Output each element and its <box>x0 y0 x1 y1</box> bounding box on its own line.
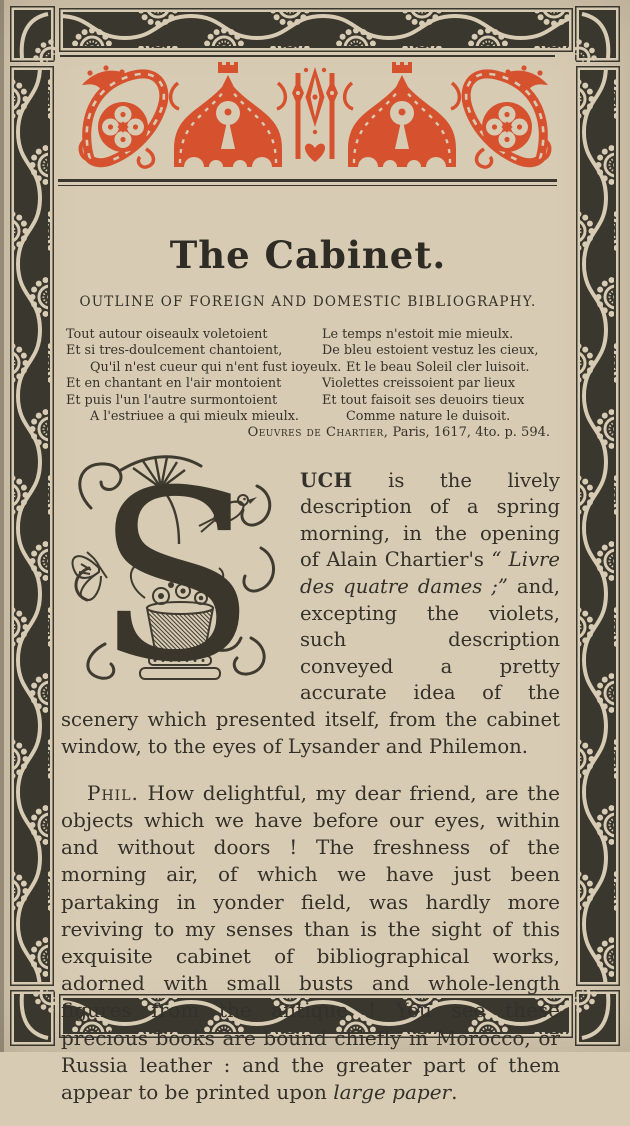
engraved-initial-S-icon <box>61 448 291 686</box>
attribution-work: Oeuvres de Chartier, <box>247 425 389 440</box>
verse-line: Comme nature le duisoit. <box>346 409 511 425</box>
page-edge-shadow <box>0 0 4 1052</box>
large-paper-italic: large paper <box>333 1079 452 1104</box>
verse-line: A l'estriuee a qui mieulx mieulx. <box>90 409 299 425</box>
headpiece-rule-thin <box>58 185 557 186</box>
paragraph-text: and, excepting the violets, such description conveyed a pretty accurate idea of the scenery which presented itself, from the cabinet window, to the eyes of Lysander and Philemon. <box>61 574 560 758</box>
border-corner-icon <box>575 990 620 1046</box>
attribution-detail: Paris, 1617, 4to. p. 594. <box>388 425 550 440</box>
paragraph-text: is the lively description of a spring morning, in the opening of Alain Chartier's <box>300 468 560 572</box>
verse-line: Qu'il n'est cueur qui n'ent fust ioyeulx. <box>90 359 342 375</box>
body-text-block <box>61 448 560 1126</box>
page-title: The Cabinet. <box>169 233 447 277</box>
speaker-label: Phil. <box>87 780 139 805</box>
verse-line: Violettes creissoient par lieux <box>322 376 516 392</box>
verse-line: Le temps n'estoit mie mieulx. <box>322 327 514 342</box>
headpiece-rule-thick <box>58 179 557 182</box>
paragraph-text: How delightful, my dear friend, are the objects which we have before our eyes, within and without doors ! The freshness of the morning air, of which we have just been partaking in yonder field, was hardly more reviving to my senses than is the sight of this exquisite cabinet of bibliographical works, adorned with small busts and whole-length figures from the antique ! You see these precious books are bound chiefly in Morocco, or Russia leather : and the greater part of them appear to be printed upon <box>61 780 560 1104</box>
gothic-tracery-headpiece-icon <box>76 62 554 174</box>
verse-line: Et le beau Soleil cler luisoit. <box>346 359 530 375</box>
border-corner-icon <box>10 6 55 62</box>
verse-column-left <box>66 327 342 425</box>
verse-line: Et si tres-doulcement chantoient, <box>66 343 283 359</box>
border-corner-icon <box>10 990 55 1046</box>
dropcap-letter: S <box>95 448 257 686</box>
border-band-left <box>10 66 54 986</box>
border-corner-icon <box>575 6 620 62</box>
border-band-top <box>59 8 573 52</box>
dropcap-continuation: UCH <box>300 468 353 492</box>
headpiece-rule-top <box>60 55 555 57</box>
page-subtitle: OUTLINE OF FOREIGN AND DOMESTIC BIBLIOGRAPHY. <box>79 294 537 310</box>
border-band-right <box>576 66 620 986</box>
verse-line: Et en chantant en l'air montoient <box>66 376 282 392</box>
verse-line: De bleu estoient vestuz les cieux, <box>322 343 539 359</box>
verse-line: Et puis l'un l'autre surmontoient <box>66 392 278 408</box>
verse-line: Et tout faisoit ses deuoirs tieux <box>322 392 525 408</box>
verse-line: Tout autour oiseaulx voletoient <box>66 327 268 342</box>
book-title-italic: “ Livre des quatre dames ;” <box>300 548 560 598</box>
verse-attribution <box>58 425 554 440</box>
paragraph-philemon <box>61 780 560 1106</box>
verse-column-right <box>322 327 566 425</box>
paragraph-text: . <box>451 1079 458 1104</box>
